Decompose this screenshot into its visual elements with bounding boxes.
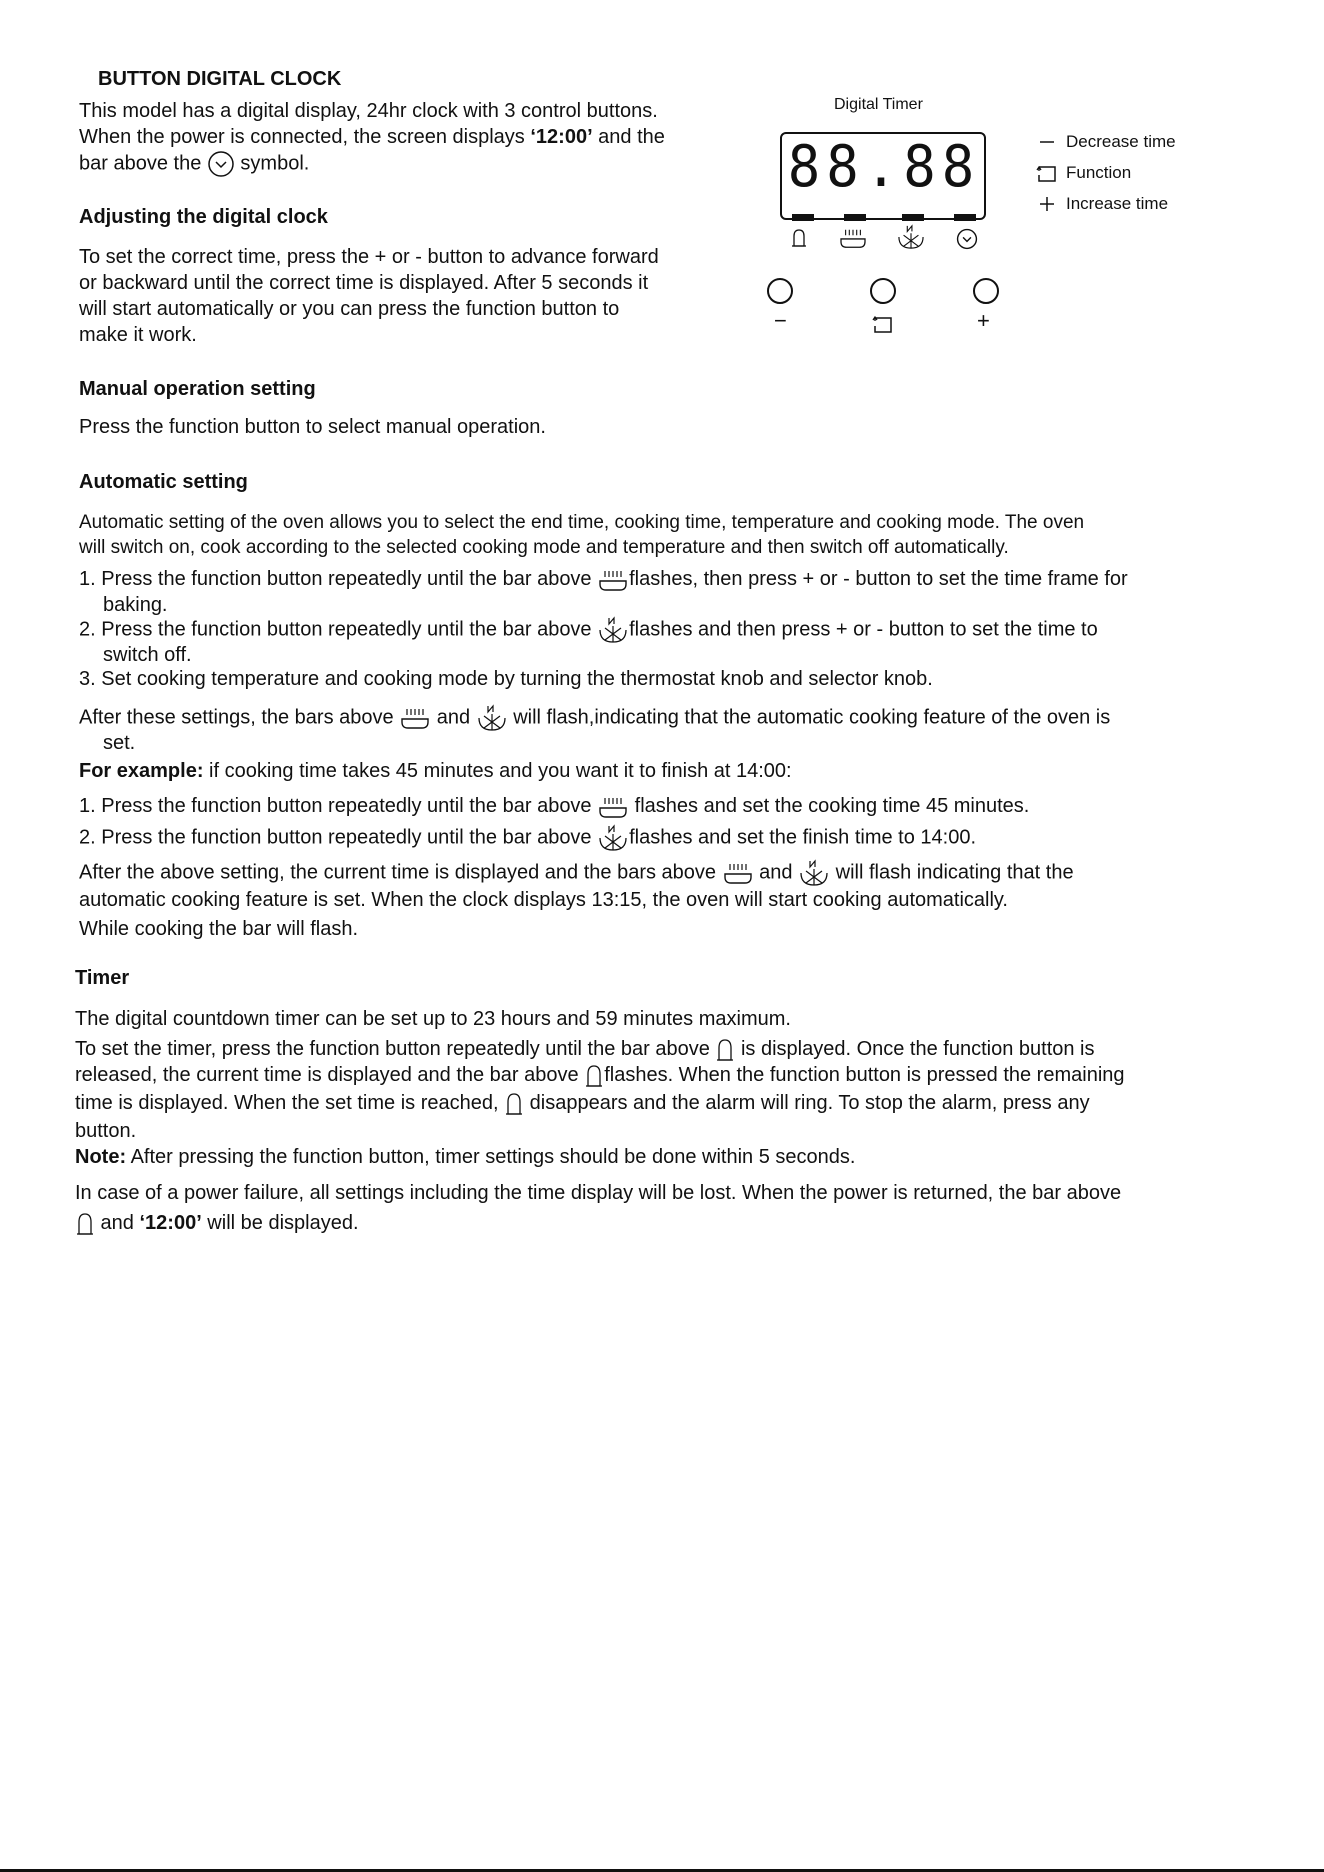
step-1 bbox=[79, 566, 1128, 593]
fan-icon bbox=[798, 859, 830, 887]
note-line bbox=[75, 1144, 855, 1170]
bell-icon bbox=[504, 1092, 524, 1116]
indicator-bar-clock bbox=[954, 214, 976, 221]
text-span: and bbox=[95, 1212, 140, 1234]
paragraph-line bbox=[75, 1210, 359, 1236]
step-2-cont: switch off. bbox=[103, 644, 192, 666]
example-step-2 bbox=[79, 824, 976, 852]
bell-icon bbox=[75, 1212, 95, 1236]
increase-button[interactable] bbox=[973, 278, 999, 304]
paragraph-line: will switch on, cook according to the selected cooking mode and temperature and then switch off automatically. bbox=[79, 537, 1009, 558]
section-title-automatic: Automatic setting bbox=[79, 471, 248, 493]
paragraph-line: This model has a digital display, 24hr clock with 3 control buttons. bbox=[79, 100, 658, 122]
paragraph-line bbox=[79, 124, 665, 150]
paragraph-line: Press the function button to select manual operation. bbox=[79, 416, 546, 438]
clock-icon bbox=[956, 228, 978, 255]
legend-function bbox=[1066, 163, 1131, 183]
text-span: When the power is connected, the screen displays bbox=[79, 126, 531, 148]
text-span: To set the timer, press the function button repeatedly until the bar above bbox=[75, 1038, 716, 1060]
indicator-bar-end-time bbox=[902, 214, 924, 221]
paragraph-line: The digital countdown timer can be set up to 23 hours and 59 minutes maximum. bbox=[75, 1008, 791, 1030]
bell-icon bbox=[584, 1064, 604, 1088]
text-span: and bbox=[431, 706, 476, 729]
text-span: flashes. When the function button is pressed the remaining bbox=[604, 1064, 1125, 1086]
text-span: time is displayed. When the set time is reached, bbox=[75, 1092, 505, 1114]
text-span: is displayed. Once the function button is bbox=[735, 1038, 1095, 1060]
pot-icon bbox=[838, 226, 868, 255]
paragraph-line: Automatic setting of the oven allows you to select the end time, cooking time, temperature and cooking mode. The oven bbox=[79, 512, 1085, 533]
lcd-digits: 88.88 bbox=[787, 133, 981, 200]
text-span: and bbox=[753, 861, 799, 884]
text-span: if cooking time takes 45 minutes and you want it to finish at 14:00: bbox=[203, 760, 792, 782]
fan-icon bbox=[896, 224, 926, 255]
paragraph-line: In case of a power failure, all settings including the time display will be lost. When the power is returned, the bar above bbox=[75, 1182, 1122, 1204]
example-label: For example: bbox=[79, 760, 204, 782]
text-span: released, the current time is displayed and the bar above bbox=[75, 1064, 585, 1086]
text-span: bar above the bbox=[79, 152, 207, 175]
text-span: 1. Press the function button repeatedly until the bar above bbox=[79, 568, 598, 590]
paragraph-line: button. bbox=[75, 1120, 137, 1142]
paragraph-line: automatic cooking feature is set. When the clock displays 13:15, the oven will start cooking automatically. bbox=[79, 889, 1008, 911]
text-span: 1. Press the function button repeatedly until the bar above bbox=[79, 795, 598, 817]
note-label: Note: bbox=[75, 1146, 127, 1168]
default-time-text: ‘12:00’ bbox=[530, 126, 593, 148]
fan-icon bbox=[597, 616, 629, 644]
paragraph-line: will start automatically or you can press the function button to bbox=[79, 298, 620, 320]
indicator-bar-cook-time bbox=[844, 214, 866, 221]
paragraph-line: set. bbox=[103, 732, 136, 754]
text-span: and the bbox=[592, 126, 665, 148]
text-span: flashes and then press + or - button to set the time to bbox=[629, 618, 1098, 641]
legend-label: Increase time bbox=[1066, 194, 1169, 213]
step-1-cont: baking. bbox=[103, 594, 168, 616]
step-2 bbox=[79, 616, 1098, 644]
fan-icon bbox=[597, 824, 629, 852]
text-span: flashes and set the cooking time 45 minutes. bbox=[629, 795, 1030, 817]
clock-icon bbox=[207, 150, 235, 178]
section-title-timer: Timer bbox=[75, 967, 130, 989]
paragraph-line: To set the correct time, press the + or - button to advance forward bbox=[79, 246, 659, 268]
section-title-manual: Manual operation setting bbox=[79, 378, 316, 400]
default-time-text: ‘12:00’ bbox=[139, 1212, 202, 1234]
fan-icon bbox=[476, 704, 508, 732]
section-title-adjusting: Adjusting the digital clock bbox=[79, 206, 328, 228]
pot-icon bbox=[399, 705, 431, 731]
legend-label: Function bbox=[1066, 163, 1132, 182]
diagram-caption: Digital Timer bbox=[834, 96, 923, 113]
paragraph-line: or backward until the correct time is displayed. After 5 seconds it bbox=[79, 272, 649, 294]
bell-icon bbox=[715, 1038, 735, 1062]
paragraph-line: make it work. bbox=[79, 324, 197, 346]
paragraph-line bbox=[79, 150, 309, 178]
lcd-display bbox=[780, 132, 986, 220]
text-span: will flash,indicating that the automatic cooking feature of the oven is bbox=[507, 706, 1111, 729]
text-span: flashes, then press + or - button to set the time frame for bbox=[629, 568, 1128, 590]
text-span: symbol. bbox=[234, 152, 310, 175]
pot-icon bbox=[722, 860, 754, 886]
function-icon bbox=[1036, 163, 1058, 183]
text-span: After the above setting, the current time is displayed and the bars above bbox=[79, 861, 722, 884]
paragraph-line bbox=[75, 1036, 1095, 1062]
text-span: will flash indicating that the bbox=[830, 861, 1074, 884]
plus-label: + bbox=[977, 308, 990, 333]
paragraph-line bbox=[75, 1090, 1090, 1116]
section-title-digital-clock: BUTTON DIGITAL CLOCK bbox=[98, 68, 342, 90]
plus-icon bbox=[1036, 194, 1058, 214]
minus-label: − bbox=[774, 308, 787, 333]
paragraph-line bbox=[79, 859, 1074, 887]
function-icon bbox=[872, 312, 894, 339]
bell-icon bbox=[790, 228, 808, 253]
text-span: will be displayed. bbox=[201, 1212, 359, 1234]
text-span: disappears and the alarm will ring. To stop the alarm, press any bbox=[524, 1092, 1090, 1114]
pot-icon bbox=[597, 567, 629, 593]
minus-icon bbox=[1036, 132, 1058, 152]
legend-increase bbox=[1066, 194, 1168, 214]
text-span: After pressing the function button, timer settings should be done within 5 seconds. bbox=[126, 1146, 856, 1168]
example-step-1 bbox=[79, 793, 1029, 820]
text-span: 2. Press the function button repeatedly until the bar above bbox=[79, 618, 598, 641]
pot-icon bbox=[597, 794, 629, 820]
paragraph-line bbox=[79, 704, 1110, 732]
function-button[interactable] bbox=[870, 278, 896, 304]
indicator-bar-timer bbox=[792, 214, 814, 221]
step-3: 3. Set cooking temperature and cooking mode by turning the thermostat knob and selector knob. bbox=[79, 668, 933, 690]
example-line bbox=[79, 758, 792, 784]
text-span: flashes and set the finish time to 14:00. bbox=[629, 826, 976, 849]
text-span: After these settings, the bars above bbox=[79, 706, 400, 729]
legend-label: Decrease time bbox=[1066, 132, 1176, 151]
legend-decrease bbox=[1066, 132, 1176, 152]
text-span: 2. Press the function button repeatedly until the bar above bbox=[79, 826, 598, 849]
paragraph-line bbox=[75, 1062, 1125, 1088]
paragraph-line: While cooking the bar will flash. bbox=[79, 918, 359, 940]
decrease-button[interactable] bbox=[767, 278, 793, 304]
